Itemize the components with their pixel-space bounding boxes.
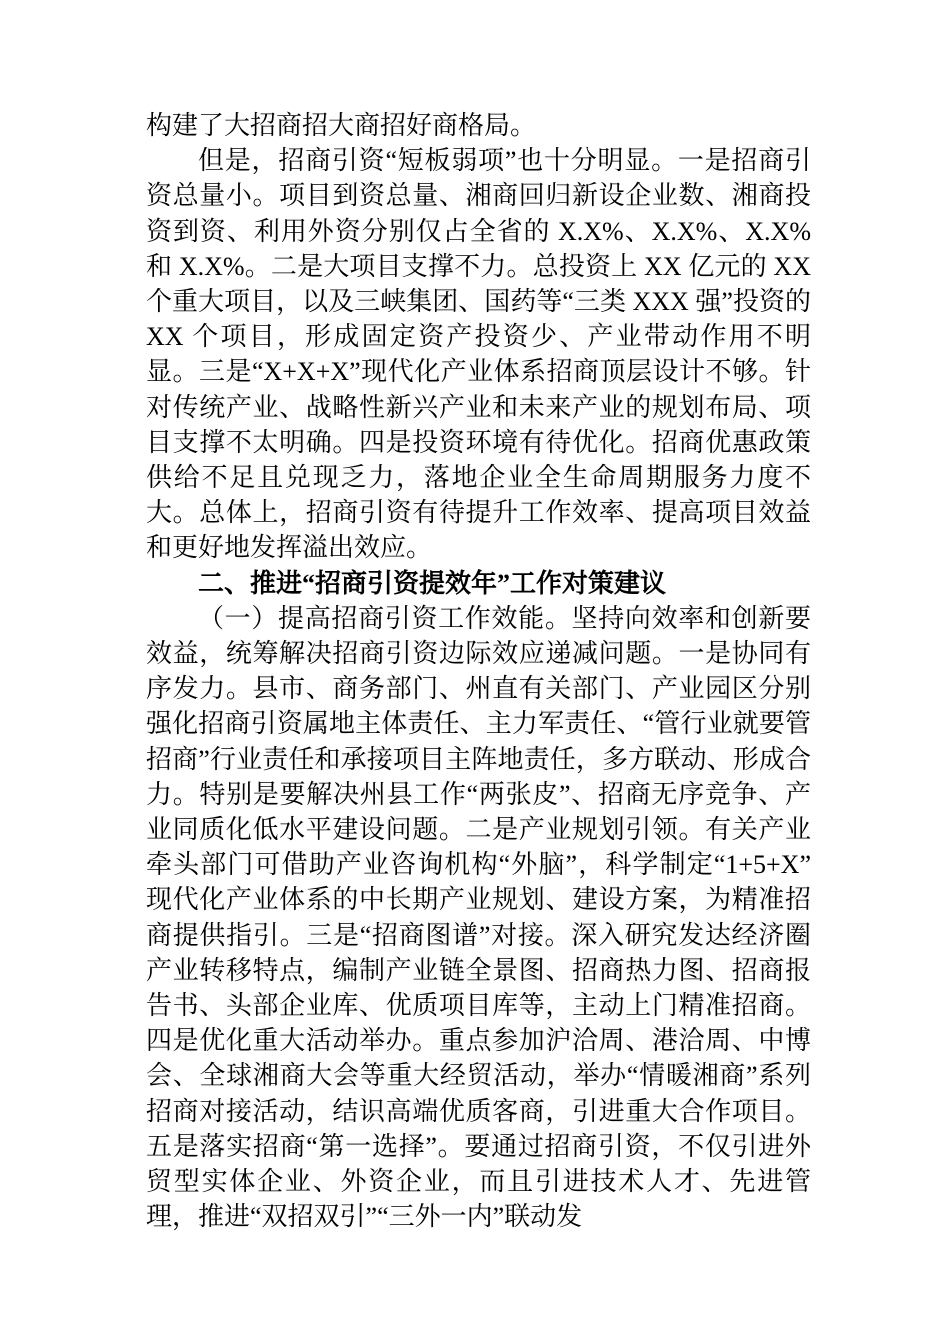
paragraph-countermeasures: （一）提高招商引资工作效能。坚持向效率和创新要效益，统筹解决招商引资边际效应递减问题。一是协同有序发力。县市、商务部门、州直有关部门、产业园区分别强化招商引资属地主体责任、主力军责任、“管行业就要管招商”行业责任和承接项目主阵地责任，多方联动、形成合力。特别是要解决州县工作“两张皮”、招商无序竞争、产业同质化低水平建设问题。二是产业规划引领。有关产业牵头部门可借助产业咨询机构“外脑”，科学制定“1+5+X”现代化产业体系的中长期产业规划、建设方案，为精准招商提供指引。三是“招商图谱”对接。深入研究发达经济圈产业转移特点，编制产业链全景图、招商热力图、招商报告书、头部企业库、优质项目库等，主动上门精准招商。四是优化重大活动举办。重点参加沪洽周、港洽周、中博会、全球湘商大会等重大经贸活动，举办“情暖湘商”系列招商对接活动，结识高端优质客商，引进重大合作项目。五是落实招商“第一选择”。要通过招商引资，不仅引进外贸型实体企业、外资企业，而且引进技术人才、先进管理，推进“双招双引”“三外一内”联动发	[146, 603, 811, 1232]
paragraph-continuation: 构建了大招商招大商招好商格局。	[146, 111, 537, 140]
section-heading: 二、推进“招商引资提效年”工作对策建议	[198, 568, 667, 598]
paragraph-shortcomings: 但是，招商引资“短板弱项”也十分明显。一是招商引资总量小。项目到资总量、湘商回归新设企业数、湘商投资到资、利用外资分别仅占全省的 X.X%、X.X%、X.X% 和 X.X%。二是大项目支撑不力。总投资上 XX 亿元的 XX 个重大项目，以及三峡集团、国药等“三类 XXX 强”投资的 XX 个项目，形成固定资产投资少、产业带动作用不明显。三是“X+X+X”现代化产业体系招商顶层设计不够。针对传统产业、战略性新兴产业和未来产业的规划布局、项目支撑不太明确。四是投资环境有待优化。招商优惠政策供给不足且兑现乏力，落地企业全生命周期服务力度不大。总体上，招商引资有待提升工作效率、提高项目效益和更好地发挥溢出效应。	[146, 146, 811, 563]
